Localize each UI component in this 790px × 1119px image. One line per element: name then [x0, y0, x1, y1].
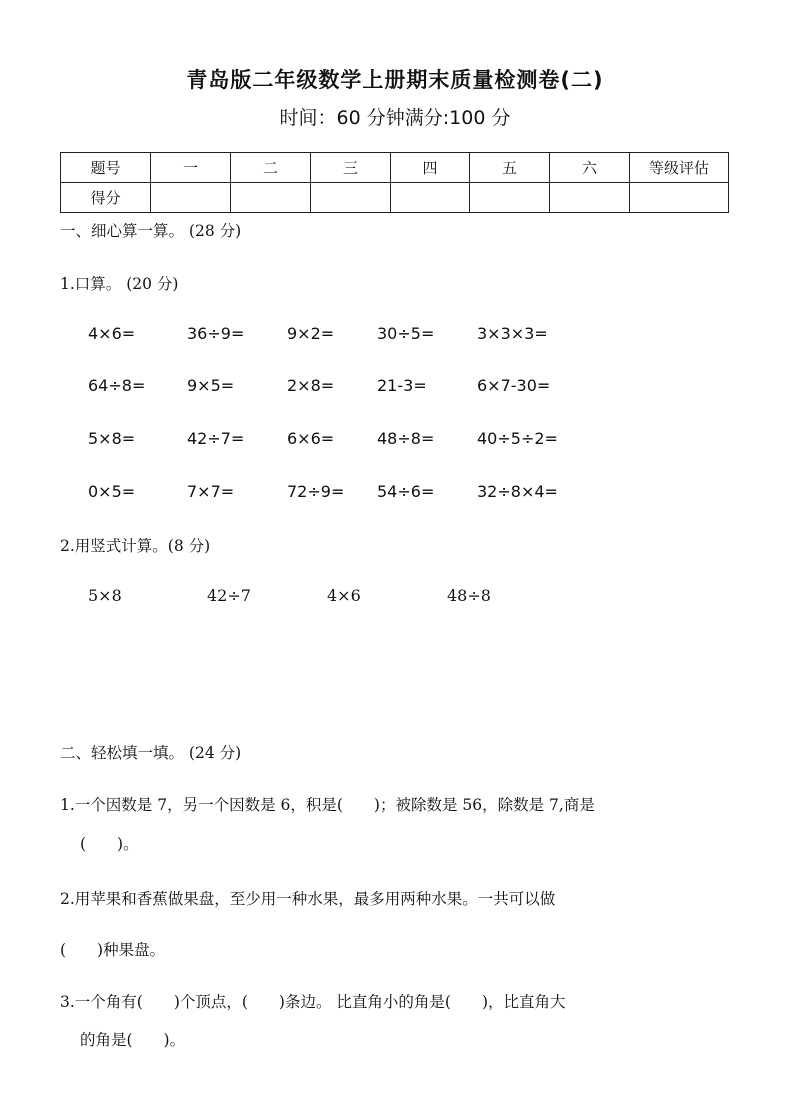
header-cell-4: 四: [391, 153, 470, 183]
fill-question-1-line-2: ( )。: [80, 835, 139, 853]
vertical-calc-item: 48÷8: [447, 586, 491, 605]
score-cell[interactable]: [391, 183, 470, 213]
vertical-calc-item: 42÷7: [207, 586, 251, 605]
question-1-2-title: 2.用竖式计算。(8 分): [60, 537, 211, 555]
score-table-score-row: [61, 183, 729, 213]
oral-calc-item: 5×8=: [88, 429, 136, 448]
header-cell-grade: 等级评估: [630, 153, 729, 183]
oral-calc-item: 48÷8=: [377, 429, 435, 448]
oral-calc-item: 21-3=: [377, 376, 427, 395]
oral-calc-item: 9×2=: [287, 324, 335, 343]
vertical-calc-item: 5×8: [88, 586, 122, 605]
fill-question-1-line-1: 1.一个因数是 7，另一个因数是 6，积是( )；被除数是 56，除数是 7,商是: [60, 796, 595, 814]
header-cell-6: 六: [550, 153, 630, 183]
oral-calc-item: 36÷9=: [187, 324, 245, 343]
oral-calc-item: 42÷7=: [187, 429, 245, 448]
question-1-1-title: 1.口算。 (20 分): [60, 275, 179, 293]
fill-question-2-line-2: ( )种果盘。: [60, 941, 166, 959]
score-cell[interactable]: [231, 183, 311, 213]
oral-calc-item: 4×6=: [88, 324, 136, 343]
fill-question-2-line-1: 2.用苹果和香蕉做果盘，至少用一种水果，最多用两种水果。一共可以做: [60, 890, 556, 908]
score-row-label: 得分: [61, 183, 151, 213]
section-1-title: 一、细心算一算。 (28 分): [60, 222, 242, 240]
header-cell-3: 三: [311, 153, 391, 183]
score-cell[interactable]: [151, 183, 231, 213]
oral-calc-item: 32÷8×4=: [477, 482, 558, 501]
oral-calc-item: 2×8=: [287, 376, 335, 395]
exam-time-and-score: 时间：60 分钟满分:100 分: [279, 107, 511, 129]
header-cell-5: 五: [470, 153, 550, 183]
oral-calc-item: 9×5=: [187, 376, 235, 395]
oral-calc-item: 6×7-30=: [477, 376, 551, 395]
score-table-header-row: [61, 153, 729, 183]
fill-question-3-line-1: 3.一个角有( )个顶点，( )条边。 比直角小的角是( )，比直角大: [60, 993, 566, 1011]
vertical-calc-item: 4×6: [327, 586, 361, 605]
section-2-title: 二、轻松填一填。 (24 分): [60, 744, 242, 762]
oral-calc-item: 6×6=: [287, 429, 335, 448]
score-cell[interactable]: [470, 183, 550, 213]
fill-question-3-line-2: 的角是( )。: [80, 1031, 186, 1049]
header-cell-1: 一: [151, 153, 231, 183]
oral-calc-item: 40÷5÷2=: [477, 429, 558, 448]
oral-calc-item: 30÷5=: [377, 324, 435, 343]
score-cell[interactable]: [630, 183, 729, 213]
oral-calc-item: 7×7=: [187, 482, 235, 501]
oral-calc-item: 3×3×3=: [477, 324, 548, 343]
oral-calc-item: 64÷8=: [88, 376, 146, 395]
score-table: [60, 152, 729, 213]
page-title: 青岛版二年级数学上册期末质量检测卷(二): [186, 68, 604, 92]
header-cell-2: 二: [231, 153, 311, 183]
score-cell[interactable]: [550, 183, 630, 213]
header-cell-question-number: 题号: [61, 153, 151, 183]
oral-calc-item: 0×5=: [88, 482, 136, 501]
oral-calc-item: 54÷6=: [377, 482, 435, 501]
oral-calc-item: 72÷9=: [287, 482, 345, 501]
score-cell[interactable]: [311, 183, 391, 213]
